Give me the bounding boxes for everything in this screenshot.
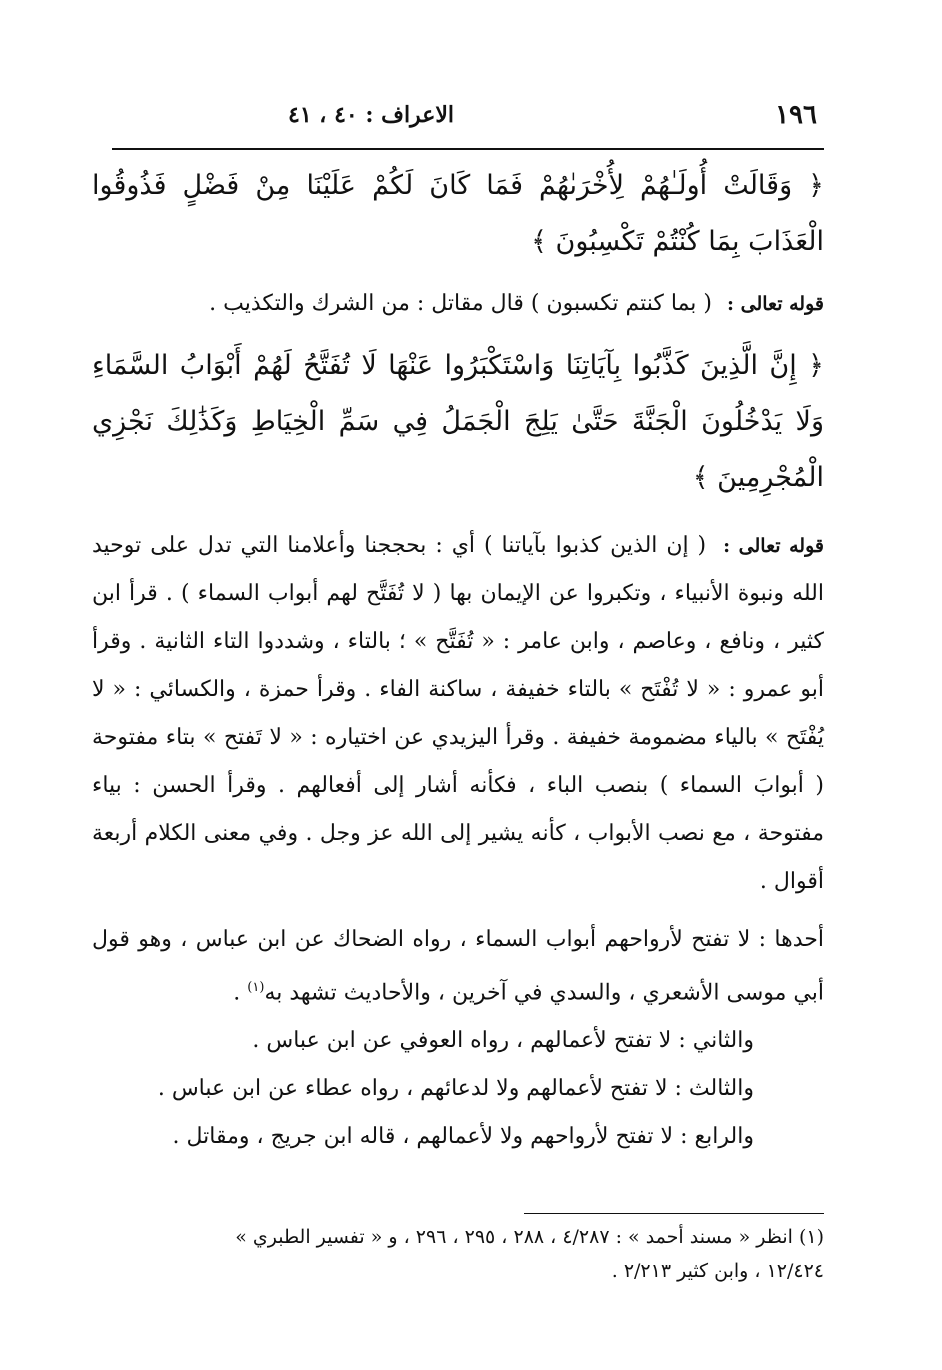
footnote-line: (١) انظر « مسند أحمد » : ٤/٢٨٧ ، ٢٨٨ ، ٢٩٥ ، ٢٩٦ ، و « تفسير الطبري » bbox=[235, 1226, 824, 1248]
quran-verse: ﴿ وَقَالَتْ أُولَـٰهُمْ لِأُخْرَىٰهُمْ فَمَا كَانَ لَكُمْ عَلَيْنَا مِنْ فَضْلٍ فَذُوقُوا الْعَذَابَ بِمَا كُنْتُمْ تَكْسِبُونَ ﴾ bbox=[92, 170, 824, 257]
page-body bbox=[92, 158, 824, 1161]
commentary-paragraph bbox=[92, 522, 824, 906]
opinion-text: أحدها : لا تفتح لأرواحهم أبواب السماء ، رواه الضحاك عن ابن عباس ، وهو قول أبي موسى الأشعري ، والسدي في آخرين ، والأحاديث تشهد به bbox=[92, 927, 824, 1006]
footnote-line: ١٢/٤٢٤ ، وابن كثير ٢/٢١٣ . bbox=[611, 1260, 824, 1282]
quran-verse: ﴿ إِنَّ الَّذِينَ كَذَّبُوا بِآيَاتِنَا وَاسْتَكْبَرُوا عَنْهَا لَا تُفَتَّحُ لَهُمْ أَبْوَابُ السَّمَاءِ وَلَا يَدْخُلُونَ الْجَنَّةَ حَتَّىٰ يَلِجَ الْجَمَلُ فِي سَمِّ الْخِيَاطِ وَكَذَٰلِكَ نَجْزِي الْمُجْرِمِينَ ﴾ bbox=[92, 350, 824, 493]
opinion-paragraph: والثاني : لا تفتح لأعمالهم ، رواه العوفي عن ابن عباس . bbox=[252, 1028, 754, 1054]
commentary-lead: قوله تعالى : bbox=[723, 535, 824, 557]
commentary-paragraph bbox=[92, 280, 824, 328]
commentary-lead: قوله تعالى : bbox=[727, 293, 824, 315]
header-rule bbox=[112, 148, 824, 150]
opinion-text-end: . bbox=[233, 980, 248, 1006]
opinion-paragraph: والثالث : لا تفتح لأعمالهم ولا لدعائهم ، رواه عطاء عن ابن عباس . bbox=[157, 1076, 754, 1102]
running-head: الاعراف : ٤٠ ، ٤١ bbox=[288, 102, 454, 128]
footnote-reference: (١) bbox=[247, 980, 265, 995]
footnotes bbox=[92, 1220, 824, 1288]
footnote-rule bbox=[524, 1213, 824, 1214]
page-header bbox=[115, 100, 817, 140]
commentary-text: ( بما كنتم تكسبون ) قال مقاتل : من الشرك والتكذيب . bbox=[209, 291, 712, 316]
opinion-paragraph: والرابع : لا تفتح لأرواحهم ولا لأعمالهم ، قاله ابن جريج ، ومقاتل . bbox=[172, 1124, 754, 1150]
commentary-text: ( إن الذين كذبوا بآياتنا ) أي : بحججنا وأعلامنا التي تدل على توحيد الله ونبوة الأنبياء ، وتكبروا عن الإيمان بها ( لا تُفَتَّح لهم أبواب السماء ) . قرأ ابن كثير ، ونافع ، وعاصم ، وابن عامر : « تُفَتَّح » ؛ بالتاء ، وشددوا التاء الثانية . وقرأ أبو عمرو : « لا تُفْتَح » بالتاء خفيفة ، ساكنة الفاء . وقرأ حمزة ، والكسائي : « لا يُفْتَح » بالياء مضمومة خفيفة . وقرأ اليزيدي عن اختياره : « لا تَفتح » بتاء مفتوحة ( أبوابَ السماء ) بنصب الباء ، فكأنه أشار إلى أفعالهم . وقرأ الحسن : بياء مفتوحة ، مع نصب الأبواب ، كأنه يشير إلى الله عز وجل . وفي معنى الكلام أربعة أقوال . bbox=[92, 533, 824, 894]
opinion-paragraph bbox=[92, 916, 824, 1017]
page-number: ١٩٦ bbox=[775, 100, 817, 130]
